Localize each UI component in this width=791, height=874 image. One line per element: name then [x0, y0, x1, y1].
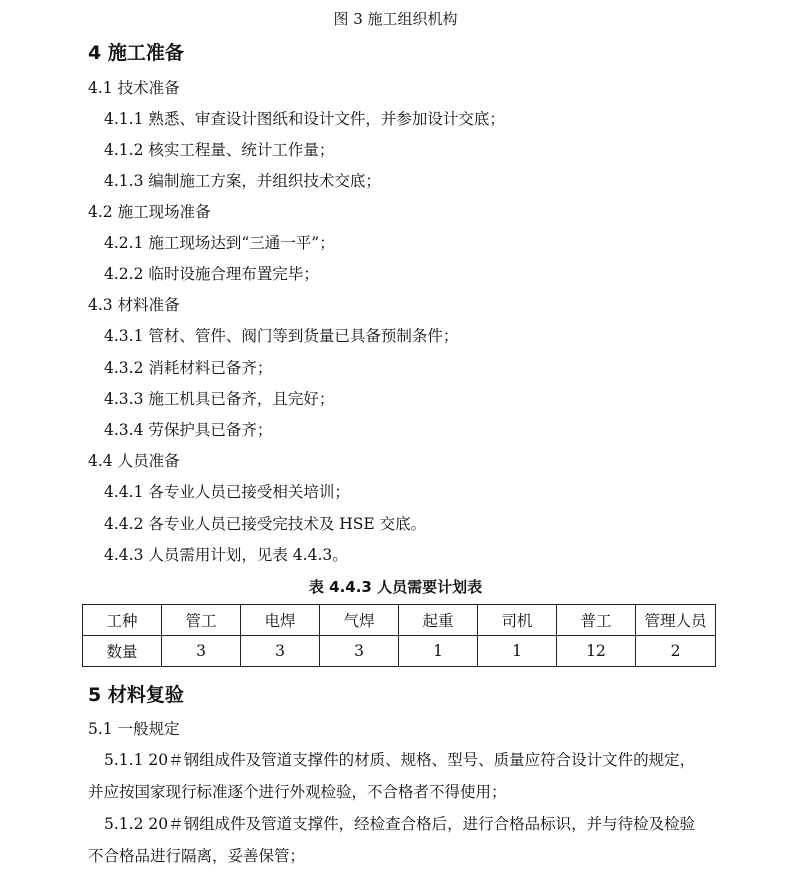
- list-item: 4.1.1 熟悉、审查设计图纸和设计文件，并参加设计交底；: [104, 110, 505, 128]
- section-4-1-title: 4.1 技术准备: [88, 79, 180, 97]
- table-header-row: [83, 605, 716, 636]
- section-4-2-title: 4.2 施工现场准备: [88, 203, 211, 221]
- section-4-3-title: 4.3 材料准备: [88, 296, 180, 314]
- table-cell: 1: [399, 636, 478, 667]
- table-cell: 2: [636, 636, 716, 667]
- paragraph-line: 并应按国家现行标准逐个进行外观检验，不合格者不得使用；: [88, 783, 507, 801]
- list-item: 4.3.1 管材、管件、阀门等到货量已具备预制条件；: [104, 327, 459, 345]
- table-cell: 3: [162, 636, 241, 667]
- table-header-cell: 普工: [557, 605, 636, 636]
- list-item: 4.2.2 临时设施合理布置完毕；: [104, 265, 319, 283]
- table-row: [83, 636, 716, 667]
- table-cell: 3: [320, 636, 399, 667]
- table-header-cell: 气焊: [320, 605, 399, 636]
- section-4-heading: 4 施工准备: [88, 42, 184, 64]
- paragraph-line: 5.1.2 20＃钢组成件及管道支撑件，经检查合格后，进行合格品标识，并与待检及检验: [104, 815, 696, 833]
- list-item: 4.1.2 核实工程量、统计工作量；: [104, 141, 335, 159]
- list-item: 4.4.1 各专业人员已接受相关培训；: [104, 483, 350, 501]
- table-cell: 3: [241, 636, 320, 667]
- figure-caption: 图 3 施工组织机构: [333, 10, 458, 28]
- paragraph-line: 不合格品进行隔离，妥善保管；: [88, 847, 306, 865]
- table-header-cell: 工种: [83, 605, 162, 636]
- staffing-plan-table: [82, 604, 716, 667]
- table-title: 表 4.4.3 人员需要计划表: [308, 578, 483, 596]
- table-header-cell: 管理人员: [636, 605, 716, 636]
- table-header-cell: 电焊: [241, 605, 320, 636]
- paragraph-line: 5.1.1 20＃钢组成件及管道支撑件的材质、规格、型号、质量应符合设计文件的规定，: [104, 751, 696, 769]
- list-item: 4.2.1 施工现场达到“三通一平”；: [104, 234, 335, 252]
- section-4-4-title: 4.4 人员准备: [88, 452, 180, 470]
- table-header-cell: 管工: [162, 605, 241, 636]
- table-cell: 1: [478, 636, 557, 667]
- list-item: 4.3.3 施工机具已备齐，且完好；: [104, 390, 335, 408]
- list-item: 4.3.2 消耗材料已备齐；: [104, 359, 273, 377]
- list-item: 4.1.3 编制施工方案，并组织技术交底；: [104, 172, 381, 190]
- table-cell: 数量: [83, 636, 162, 667]
- section-5-1-title: 5.1 一般规定: [88, 720, 180, 738]
- list-item: 4.4.3 人员需用计划，见表 4.4.3。: [104, 546, 348, 564]
- table-header-cell: 起重: [399, 605, 478, 636]
- list-item: 4.3.4 劳保护具已备齐；: [104, 421, 273, 439]
- table-header-cell: 司机: [478, 605, 557, 636]
- section-5-heading: 5 材料复验: [88, 684, 184, 706]
- list-item: 4.4.2 各专业人员已接受完技术及 HSE 交底。: [104, 515, 427, 533]
- table-cell: 12: [557, 636, 636, 667]
